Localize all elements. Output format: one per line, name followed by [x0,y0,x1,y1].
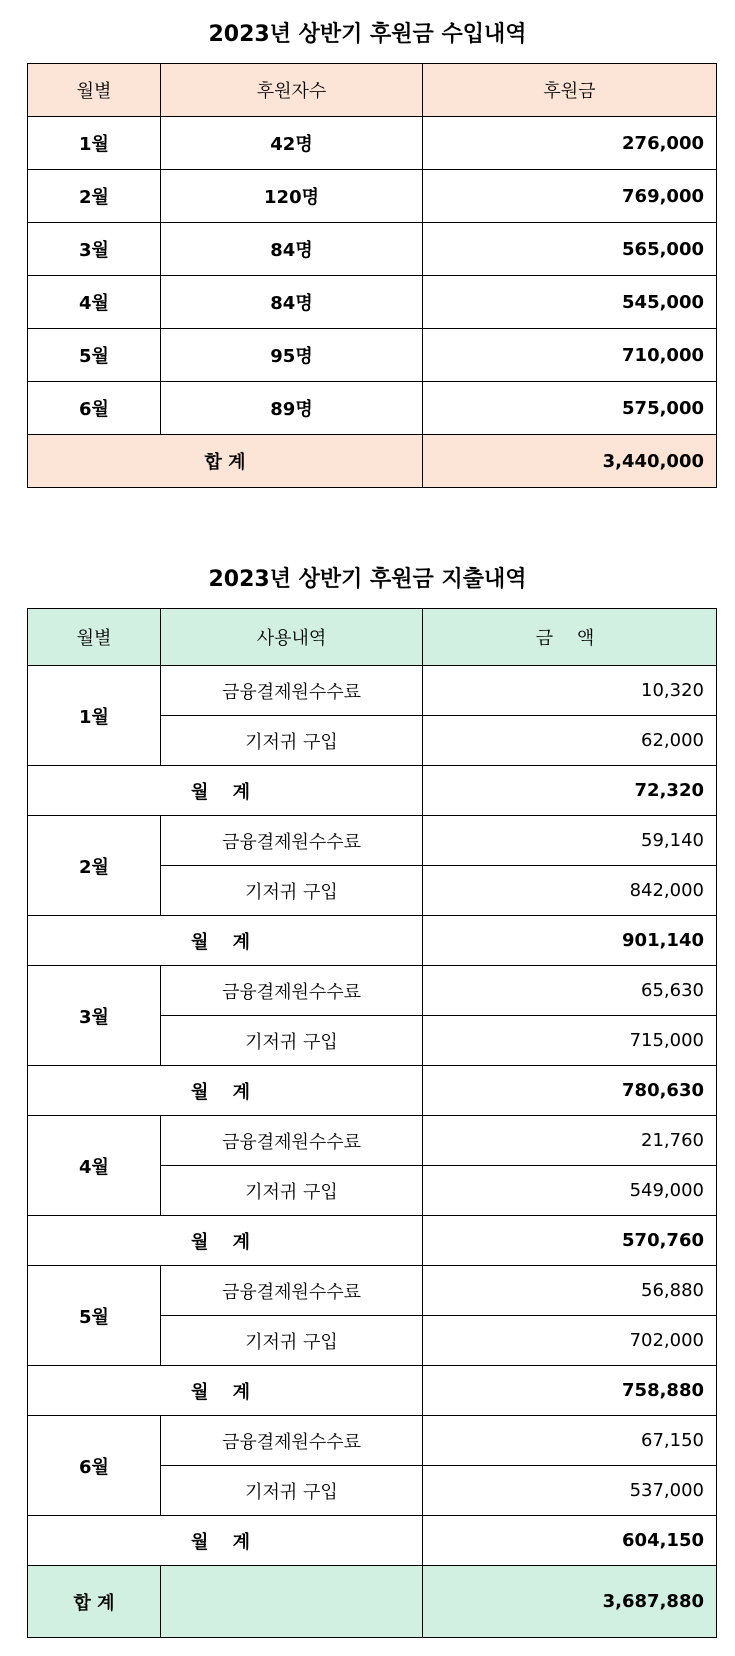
expense-month: 1월 [28,666,161,766]
expense-item-row [28,1266,717,1316]
expense-usage: 기저귀 구입 [161,1466,423,1516]
income-row [28,170,717,223]
expense-month: 5월 [28,1266,161,1366]
income-amount: 710,000 [423,329,717,382]
income-amount: 545,000 [423,276,717,329]
income-month: 5월 [28,329,161,382]
income-row [28,276,717,329]
expense-amount: 65,630 [423,966,717,1016]
income-donors: 84명 [161,276,423,329]
expense-subtotal: 604,150 [423,1516,717,1566]
expense-month: 3월 [28,966,161,1066]
expense-subtotal-label: 월 계 [28,1066,423,1116]
income-month: 6월 [28,382,161,435]
expense-usage: 금융결제원수수료 [161,1266,423,1316]
income-title: 2023년 상반기 후원금 수입내역 [208,22,527,47]
expense-subtotal-row [28,766,717,816]
expense-subtotal-label: 월 계 [28,1516,423,1566]
expense-header-usage: 사용내역 [161,609,423,666]
expense-usage: 기저귀 구입 [161,1166,423,1216]
expense-usage: 금융결제원수수료 [161,816,423,866]
expense-total-empty-cell [161,1566,423,1638]
income-month: 3월 [28,223,161,276]
expense-amount: 537,000 [423,1466,717,1516]
expense-table [27,608,717,1638]
income-header-donors: 후원자수 [161,64,423,117]
income-header-row [28,64,717,117]
expense-subtotal-label: 월 계 [28,1216,423,1266]
expense-subtotal-label: 월 계 [28,766,423,816]
income-month: 1월 [28,117,161,170]
expense-subtotal-label: 월 계 [28,916,423,966]
expense-total-label: 합 계 [28,1566,161,1638]
expense-usage: 기저귀 구입 [161,866,423,916]
expense-subtotal-row [28,916,717,966]
expense-usage: 기저귀 구입 [161,1016,423,1066]
income-row [28,117,717,170]
expense-header-month: 월별 [28,609,161,666]
expense-subtotal: 72,320 [423,766,717,816]
expense-amount: 67,150 [423,1416,717,1466]
income-total-label: 합 계 [28,435,423,488]
income-row [28,223,717,276]
expense-usage: 금융결제원수수료 [161,1116,423,1166]
expense-usage: 금융결제원수수료 [161,966,423,1016]
expense-item-row [28,1116,717,1166]
expense-subtotal: 901,140 [423,916,717,966]
expense-amount: 56,880 [423,1266,717,1316]
income-row [28,382,717,435]
expense-subtotal: 570,760 [423,1216,717,1266]
expense-month: 2월 [28,816,161,916]
expense-usage: 기저귀 구입 [161,716,423,766]
income-donors: 84명 [161,223,423,276]
expense-amount: 21,760 [423,1116,717,1166]
expense-amount: 549,000 [423,1166,717,1216]
income-total-amount: 3,440,000 [423,435,717,488]
expense-item-row [28,966,717,1016]
income-donors: 42명 [161,117,423,170]
expense-title: 2023년 상반기 후원금 지출내역 [208,567,527,592]
income-total-row [28,435,717,488]
expense-amount: 842,000 [423,866,717,916]
income-month: 2월 [28,170,161,223]
expense-subtotal-row [28,1516,717,1566]
expense-subtotal: 780,630 [423,1066,717,1116]
income-donors: 89명 [161,382,423,435]
expense-amount: 702,000 [423,1316,717,1366]
expense-amount: 10,320 [423,666,717,716]
expense-month: 4월 [28,1116,161,1216]
expense-usage: 금융결제원수수료 [161,1416,423,1466]
income-header-month: 월별 [28,64,161,117]
income-donors: 120명 [161,170,423,223]
income-table [27,63,717,488]
income-donors: 95명 [161,329,423,382]
expense-amount: 59,140 [423,816,717,866]
expense-header-amount: 금 액 [423,609,717,666]
expense-amount: 62,000 [423,716,717,766]
income-row [28,329,717,382]
expense-subtotal-row [28,1366,717,1416]
expense-subtotal-row [28,1216,717,1266]
expense-usage: 기저귀 구입 [161,1316,423,1366]
expense-header-row [28,609,717,666]
income-amount: 575,000 [423,382,717,435]
expense-item-row [28,816,717,866]
income-amount: 276,000 [423,117,717,170]
expense-subtotal-row [28,1066,717,1116]
expense-total-row [28,1566,717,1638]
expense-item-row [28,1416,717,1466]
expense-usage: 금융결제원수수료 [161,666,423,716]
expense-item-row [28,666,717,716]
expense-subtotal-label: 월 계 [28,1366,423,1416]
expense-month: 6월 [28,1416,161,1516]
income-header-amount: 후원금 [423,64,717,117]
income-amount: 565,000 [423,223,717,276]
expense-amount: 715,000 [423,1016,717,1066]
income-amount: 769,000 [423,170,717,223]
income-month: 4월 [28,276,161,329]
expense-subtotal: 758,880 [423,1366,717,1416]
expense-total-amount: 3,687,880 [423,1566,717,1638]
